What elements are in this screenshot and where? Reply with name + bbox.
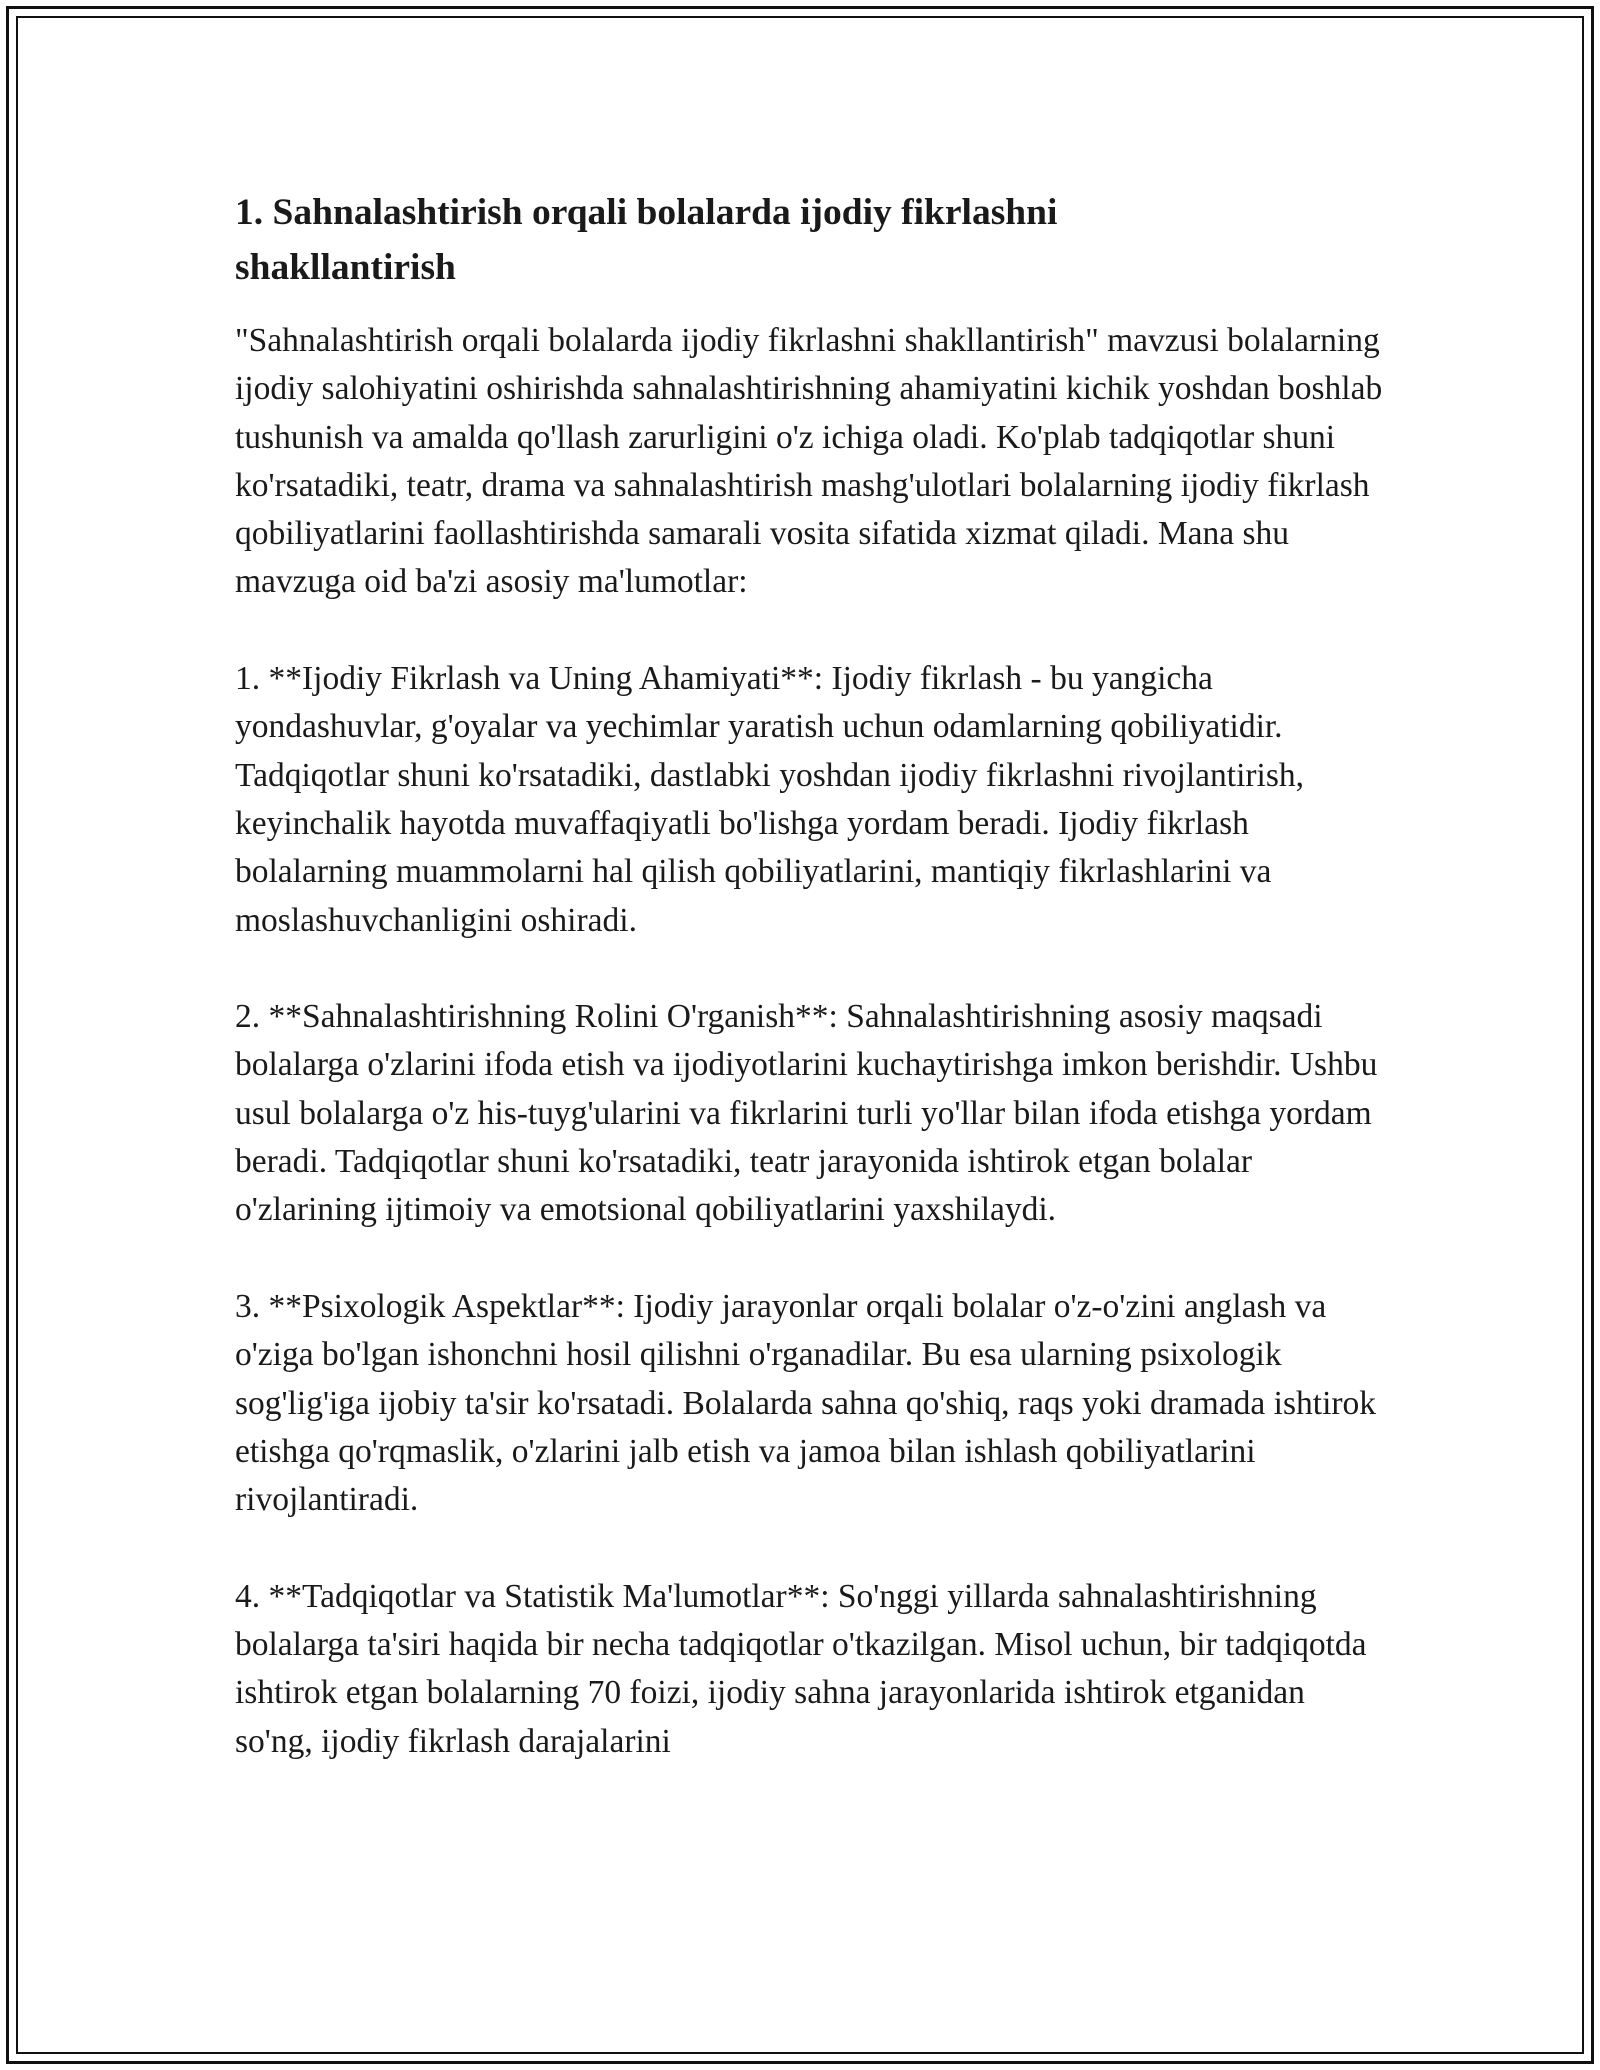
document-content [235, 185, 1385, 1766]
paragraph-1: 1. **Ijodiy Fikrlash va Uning Ahamiyati**: Ijodiy fikrlash - bu yangicha yondashuvlar, g'oyalar va yechimlar yaratish uchun odamlarning qobiliyatidir. Tadqiqotlar shuni ko'rsatadiki, dastlabki yoshdan ijodiy fikrlashni rivojlantirish, keyinchalik hayotda muvaffaqiyatli bo'lishga yordam beradi. Ijodiy fikrlash bolalarning muammolarni hal qilish qobiliyatlarini, mantiqiy fikrlashlarini va moslashuvchanligini oshiradi. [235, 660, 1305, 939]
intro-paragraph: "Sahnalashtirish orqali bolalarda ijodiy fikrlashni shakllantirish" mavzusi bolalarning ijodiy salohiyatini oshirishda sahnalashtirishning ahamiyatini kichik yoshdan boshlab tushunish va amalda qo'llash zarurligini o'z ichiga oladi. Ko'plab tadqiqotlar shuni ko'rsatadiki, teatr, drama va sahnalashtirish mashg'ulotlari bolalarning ijodiy fikrlash qobiliyatlarini faollashtirishda samarali vosita sifatida xizmat qiladi. Mana shu mavzuga oid ba'zi asosiy ma'lumotlar: [235, 322, 1383, 601]
paragraph-2: 2. **Sahnalashtirishning Rolini O'rganish**: Sahnalashtirishning asosiy maqsadi bolalarga o'zlarini ifoda etish va ijodiyotlarini kuchaytirishga imkon berishdir. Ushbu usul bolalarga o'z his-tuyg'ularini va fikrlarini turli yo'llar bilan ifoda etishga yordam beradi. Tadqiqotlar shuni ko'rsatadiki, teatr jarayonida ishtirok etgan bolalar o'zlarining ijtimoiy va emotsional qobiliyatlarini yaxshilaydi. [235, 998, 1378, 1229]
paragraph-4: 4. **Tadqiqotlar va Statistik Ma'lumotlar**: So'nggi yillarda sahnalashtirishning bolalarga ta'siri haqida bir necha tadqiqotlar o'tkazilgan. Misol uchun, bir tadqiqotda ishtirok etgan bolalarning 70 foizi, ijodiy sahna jarayonlarida ishtirok etganidan so'ng, ijodiy fikrlash darajalarini [235, 1577, 1367, 1760]
document-title: 1. Sahnalashtirish orqali bolalarda ijodiy fikrlashni shakllantirish [235, 192, 1058, 288]
paragraph-3: 3. **Psixologik Aspektlar**: Ijodiy jarayonlar orqali bolalar o'z-o'zini anglash va o'ziga bo'lgan ishonchni hosil qilishni o'rganadilar. Bu esa ularning psixologik sog'lig'iga ijobiy ta'sir ko'rsatadi. Bolalarda sahna qo'shiq, raqs yoki dramada ishtirok etishga qo'rqmaslik, o'zlarini jalb etish va jamoa bilan ishlash qobiliyatlarini rivojlantiradi. [235, 1287, 1377, 1519]
